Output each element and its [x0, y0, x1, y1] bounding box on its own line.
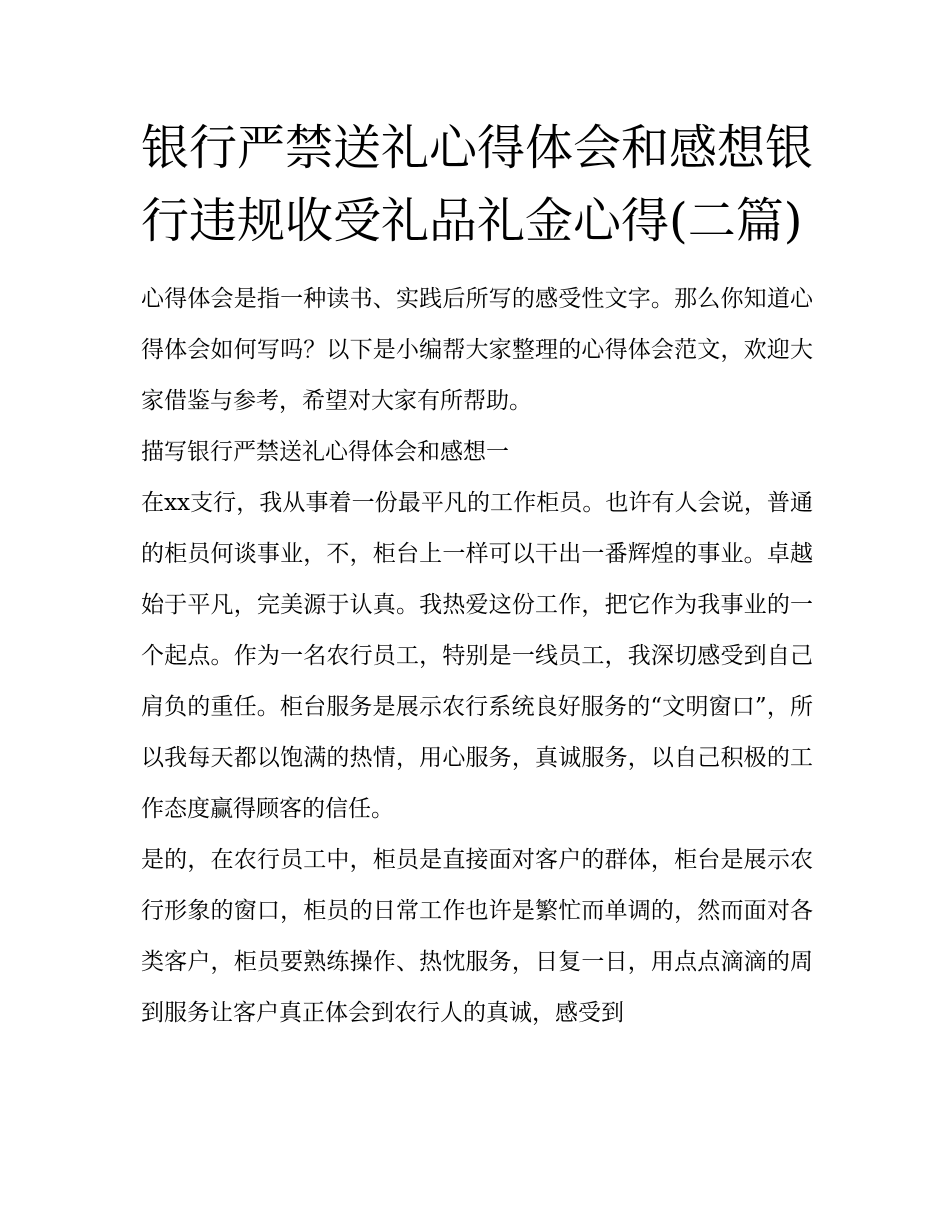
- section-heading: 描写银行严禁送礼心得体会和感想一: [141, 439, 509, 465]
- body-paragraph-1: 在xx支行，我从事着一份最平凡的工作柜员。也许有人会说，普通的柜员何谈事业，不，柜台上一样可以干出一番辉煌的事业。卓越始于平凡，完美源于认真。我热爱这份工作，把它作为我事业的一个起点。作为一名农行员工，特别是一线员工，我深切感受到自己肩负的重任。柜台服务是展示农行系统良好服务的“文明窗口”，所以我每天都以饱满的热情，用心服务，真诚服务，以自己积极的工作态度赢得顾客的信任。: [141, 490, 813, 822]
- body-paragraph-2: 是的，在农行员工中，柜员是直接面对客户的群体，柜台是展示农行形象的窗口，柜员的日常工作也许是繁忙而单调的，然而面对各类客户，柜员要熟练操作、热忱服务，日复一日，用点点滴滴的周到服务让客户真正体会到农行人的真诚，感受到: [141, 847, 813, 1026]
- intro-paragraph: 心得体会是指一种读书、实践后所写的感受性文字。那么你知道心得体会如何写吗？以下是小编帮大家整理的心得体会范文，欢迎大家借鉴与参考，希望对大家有所帮助。: [141, 286, 813, 414]
- document-body: [141, 112, 813, 1039]
- document-title: 银行严禁送礼心得体会和感想银行违规收受礼品礼金心得(二篇): [141, 120, 814, 249]
